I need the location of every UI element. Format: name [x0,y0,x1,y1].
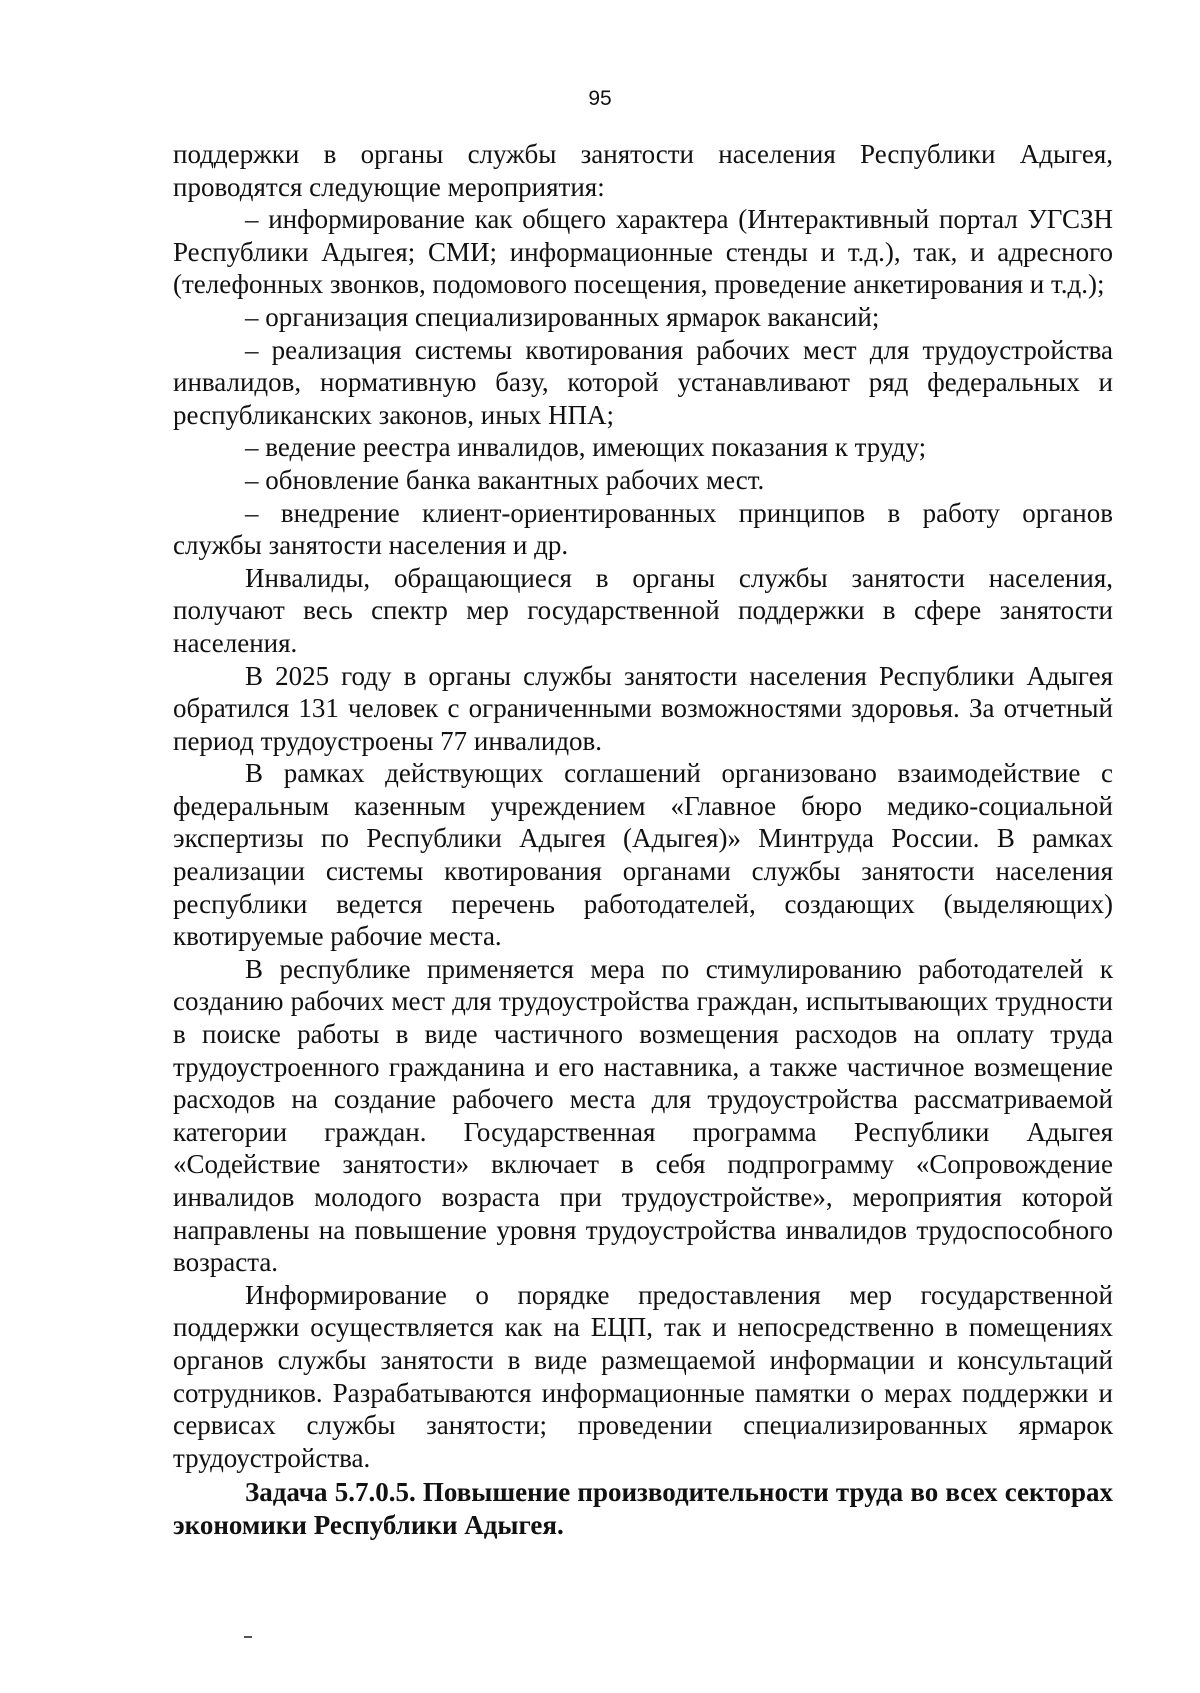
paragraph-2025-statistics: В 2025 году в органы службы занятости населения Республики Адыгея обратился 131 человек с ограниченными возможностями здоровья. За отчетный период трудоустроены 77 инвалидов. [173,660,1113,756]
stray-dash-mark [244,1636,252,1638]
document-body [173,138,1113,1542]
list-item-registry: – ведение реестра инвалидов, имеющих показания к труду; [245,432,927,463]
task-heading: Задача 5.7.0.5. Повышение производительности труда во всех секторах экономики Республики Адыгея. [173,1477,1113,1540]
list-item-quota-system: – реализация системы квотирования рабочих мест для трудоустройства инвалидов, нормативную базу, которой устанавливают ряд федеральных и республиканских законов, иных НПА; [173,334,1113,430]
paragraph-support-measures: Инвалиды, обращающиеся в органы службы занятости населения, получают весь спектр мер государственной поддержки в сфере занятости населения. [173,562,1113,658]
paragraph-informing-procedure: Информирование о порядке предоставления мер государственной поддержки осуществляется как на ЕЦП, так и непосредственно в помещениях органов службы занятости в виде размещаемой информации и консультаций сотрудников. Разрабатываются информационные памятки о мерах поддержки и сервисах службы занятости; проведении специализированных ярмарок трудоустройства. [173,1279,1113,1473]
paragraph-continuation: поддержки в органы службы занятости населения Республики Адыгея, проводятся следующие мероприятия: [173,139,1113,202]
paragraph-agreements: В рамках действующих соглашений организовано взаимодействие с федеральным казенным учреждением «Главное бюро медико-социальной экспертизы по Республики Адыгея (Адыгея)» Минтруда России. В рамках реализации системы квотирования органами службы занятости населения республики ведется перечень работодателей, создающих (выделяющих) квотируемые рабочие места. [173,758,1113,952]
list-item-informing: – информирование как общего характера (Интерактивный портал УГСЗН Республики Адыгея; СМИ; информационные стенды и т.д.), так, и адресного (телефонных звонков, подомового посещения, проведение анкетирования и т.д.); [173,204,1113,300]
list-item-vacancy-bank: – обновление банка вакантных рабочих мест. [245,464,765,495]
page-number: 95 [588,87,612,110]
list-item-job-fairs: – организация специализированных ярмарок вакансий; [245,301,880,332]
paragraph-employer-incentives: В республике применяется мера по стимулированию работодателей к созданию рабочих мест для трудоустройства граждан, испытывающих трудности в поиске работы в виде частичного возмещения расходов на оплату труда трудоустроенного гражданина и его наставника, а также частичное возмещение расходов на создание рабочего места для трудоустройства рассматриваемой категории граждан. Государственная программа Республики Адыгея «Содействие занятости» включает в себя подпрограмму «Сопровождение инвалидов молодого возраста при трудоустройстве», мероприятия которой направлены на повышение уровня трудоустройства инвалидов трудоспособного возраста. [173,953,1113,1278]
list-item-client-oriented: – внедрение клиент-ориентированных принципов в работу органов службы занятости населения и др. [173,497,1113,561]
